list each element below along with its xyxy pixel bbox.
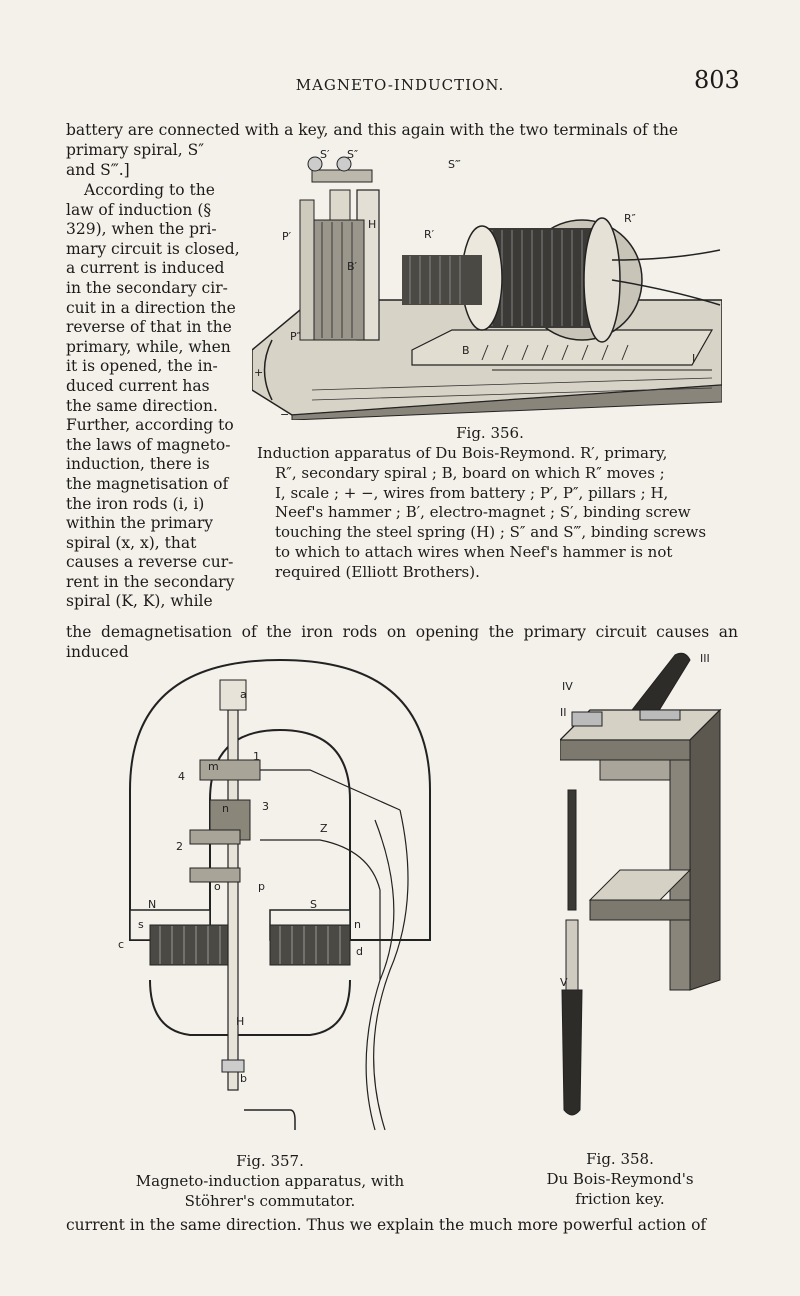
left-column-text bbox=[66, 181, 256, 612]
fig-357-label-1: 1 bbox=[253, 750, 260, 763]
fig-357-label-h: H bbox=[236, 1015, 245, 1028]
caption-line: R″, secondary spiral ; B, board on which R″ moves ; bbox=[275, 463, 665, 482]
caption-line: touching the steel spring (H) ; S″ and S‴, binding screws bbox=[275, 523, 707, 542]
fig-357-label-p: p bbox=[258, 880, 265, 893]
caption-line: Du Bois-Reymond's bbox=[546, 1170, 694, 1188]
fig-357-label-s-pole: S bbox=[310, 898, 317, 911]
fig-357-label-2: 2 bbox=[176, 840, 183, 853]
text-line: primary, while, when bbox=[66, 337, 231, 356]
text-line: duced current has bbox=[66, 376, 210, 395]
fig-356-label-i: I bbox=[692, 352, 696, 365]
fig-356-label-plus: + bbox=[254, 366, 264, 379]
fig-356-label-r1: R′ bbox=[424, 228, 435, 241]
fig-358-label-iii: III bbox=[700, 652, 710, 665]
fig-357-label-n: n bbox=[222, 802, 229, 815]
text-line: the iron rods (i, i) bbox=[66, 494, 205, 513]
fig-357-label-n-pole: N bbox=[148, 898, 157, 911]
fig-357-label-4: 4 bbox=[178, 770, 185, 783]
caption-line: I, scale ; + −, wires from battery ; P′, P″, pillars ; H, bbox=[275, 483, 669, 502]
fig-356-label-s1: S′ bbox=[320, 150, 330, 161]
fig-356-illustration bbox=[252, 150, 722, 420]
caption-line: friction key. bbox=[575, 1189, 665, 1208]
caption-line: Magneto-induction apparatus, with bbox=[135, 1172, 405, 1190]
fig-356-label-minus: − bbox=[280, 408, 290, 420]
fig-356-label-h: H bbox=[368, 218, 377, 231]
text-line: within the primary bbox=[66, 514, 214, 533]
caption-line: Stöhrer's commutator. bbox=[184, 1191, 356, 1210]
fig-358-caption bbox=[505, 1170, 735, 1210]
text-line: the magnetisation of bbox=[66, 474, 229, 493]
text-line: the laws of magneto- bbox=[66, 435, 231, 454]
text-line: spiral (x, x), that bbox=[66, 533, 197, 552]
fig-357-label-o: o bbox=[214, 880, 221, 893]
text-line: causes a reverse cur- bbox=[66, 553, 234, 572]
fig-357-label-n2: n bbox=[354, 918, 361, 931]
fig-357-label-c: c bbox=[118, 938, 125, 951]
last-text-line: current in the same direction. Thus we explain the much more powerful action of bbox=[66, 1216, 707, 1234]
fig-357-label-m: m bbox=[208, 760, 219, 773]
fig-357-label-d: d bbox=[356, 945, 363, 958]
text-line: rent in the secondary bbox=[66, 572, 235, 591]
text-line: Further, according to bbox=[66, 416, 234, 435]
text-line: According to the bbox=[84, 181, 215, 199]
fig-357-title: Fig. 357. bbox=[236, 1152, 304, 1170]
caption-line: Induction apparatus of Du Bois-Reymond. R′, primary, bbox=[257, 444, 668, 462]
intro-line-2: primary spiral, S″ bbox=[66, 141, 205, 159]
fig-356-label-b1: B′ bbox=[347, 260, 358, 273]
fig-356-label-p2: P″ bbox=[290, 330, 301, 343]
text-line: spiral (K, K), while bbox=[66, 592, 213, 611]
running-title: MAGNETO-INDUCTION. bbox=[295, 76, 505, 94]
fig-357-label-b: b bbox=[240, 1072, 247, 1085]
fig-356-label-r2: R″ bbox=[624, 212, 636, 225]
fig-356-label-b: B bbox=[462, 344, 470, 357]
text-line: mary circuit is closed, bbox=[66, 239, 240, 258]
fig-358-illustration bbox=[560, 650, 740, 1120]
intro-line-3: and S‴.] bbox=[66, 161, 130, 179]
fig-356-caption bbox=[257, 444, 737, 583]
text-line: a current is induced bbox=[66, 259, 225, 278]
fig-356-label-s2: S″ bbox=[347, 150, 359, 161]
fig-358-label-ii: II bbox=[560, 706, 567, 719]
page-number: 803 bbox=[694, 66, 740, 94]
text-line: it is opened, the in- bbox=[66, 357, 218, 376]
fig-357-illustration bbox=[110, 650, 460, 1140]
fig-356-label-s3: S‴ bbox=[448, 158, 461, 171]
text-line: 329), when the pri- bbox=[66, 220, 217, 239]
fig-357-label-s: s bbox=[138, 918, 144, 931]
text-line: induction, there is bbox=[66, 455, 210, 474]
fig-356-title: Fig. 356. bbox=[456, 424, 524, 442]
caption-line: required (Elliott Brothers). bbox=[275, 562, 480, 581]
text-line: law of induction (§ bbox=[66, 200, 212, 219]
fig-358-title: Fig. 358. bbox=[586, 1150, 654, 1168]
text-line: reverse of that in the bbox=[66, 318, 232, 337]
fig-357-label-3: 3 bbox=[262, 800, 269, 813]
text-line: the same direction. bbox=[66, 396, 218, 415]
text-line: cuit in a direction the bbox=[66, 298, 236, 317]
fig-357-label-z: Z bbox=[320, 822, 328, 835]
fig-357-label-a: a bbox=[240, 688, 247, 701]
fig-356-label-p1: P′ bbox=[282, 230, 292, 243]
intro-line-1: battery are connected with a key, and this again with the two terminals of the bbox=[66, 121, 679, 139]
fig-357-caption bbox=[100, 1172, 440, 1212]
text-line: in the secondary cir- bbox=[66, 278, 228, 297]
fig-358-label-iv: IV bbox=[562, 680, 573, 693]
caption-line: to which to attach wires when Neef's hammer is not bbox=[275, 542, 673, 561]
caption-line: Neef's hammer ; B′, electro-magnet ; S′, binding screw bbox=[275, 503, 691, 522]
fig-358-label-v: V bbox=[560, 976, 568, 989]
full-text-line: the demagnetisation of the iron rods on opening the primary circuit causes an induced bbox=[66, 623, 738, 661]
